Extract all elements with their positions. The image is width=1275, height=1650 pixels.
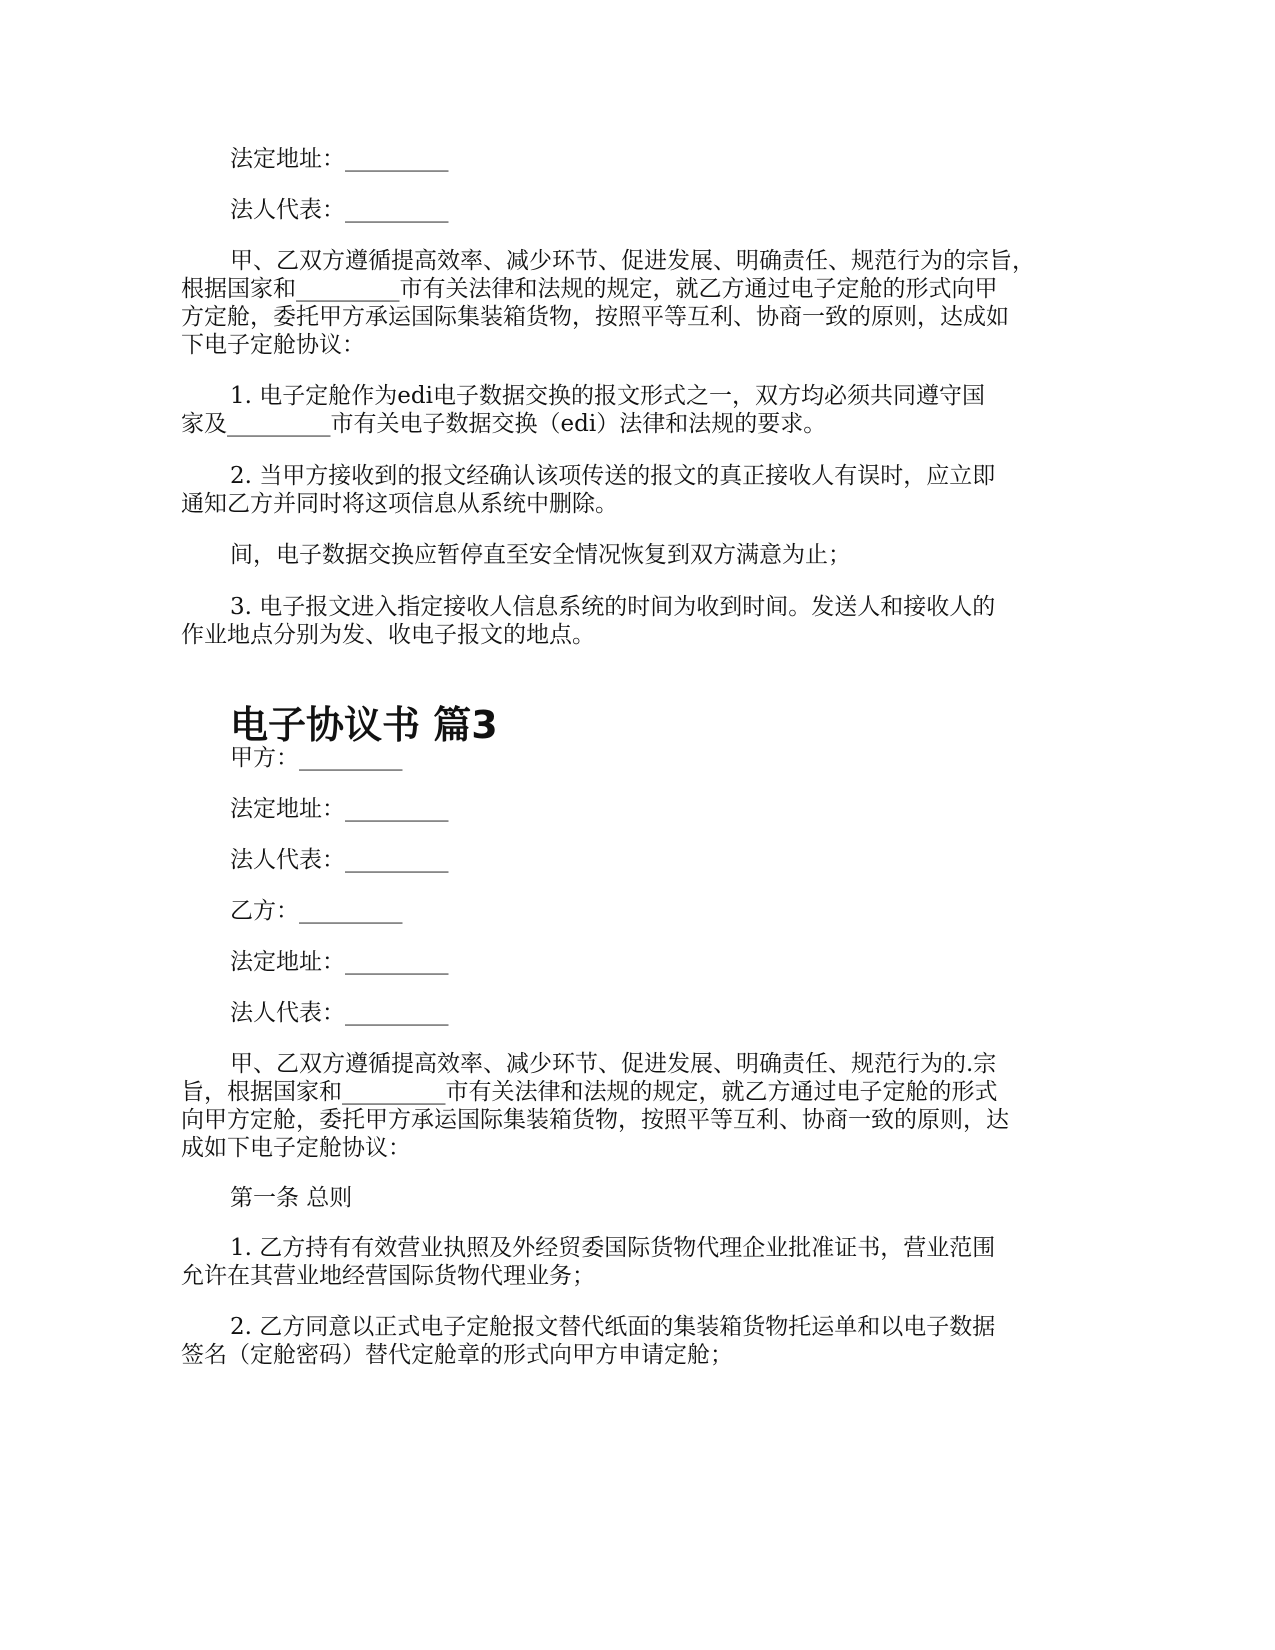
section-intro-line: 成如下电子定舱协议： <box>181 1135 411 1161</box>
party-b-representative-line: 法人代表：_________ <box>230 1000 449 1026</box>
intro-paragraph-line: 方定舱，委托甲方承运国际集装箱货物，按照平等互利、协商一致的原则，达成如 <box>181 304 1009 330</box>
section-intro-line: 向甲方定舱，委托甲方承运国际集装箱货物，按照平等互利、协商一致的原则，达 <box>181 1107 1009 1133</box>
clause-3-line: 3. 电子报文进入指定接收人信息系统的时间为收到时间。发送人和接收人的 <box>230 594 996 620</box>
intro-paragraph-line: 甲、乙双方遵循提高效率、减少环节、促进发展、明确责任、规范行为的宗旨， <box>230 248 1035 274</box>
party-b-address-line: 法定地址：_________ <box>230 949 449 975</box>
clause-2-line: 通知乙方并同时将这项信息从系统中删除。 <box>181 491 618 517</box>
article-1-clause-1-line: 1. 乙方持有有效营业执照及外经贸委国际货物代理企业批准证书，营业范围 <box>230 1235 996 1261</box>
article-1-clause-1-line: 允许在其营业地经营国际货物代理业务； <box>181 1263 595 1289</box>
party-a-representative-line: 法人代表：_________ <box>230 847 449 873</box>
section-intro-line: 旨，根据国家和_________市有关法律和法规的规定，就乙方通过电子定舱的形式 <box>181 1079 998 1105</box>
clause-3-line: 作业地点分别为发、收电子报文的地点。 <box>181 622 595 648</box>
article-1-clause-2-line: 签名（定舱密码）替代定舱章的形式向甲方申请定舱； <box>181 1342 733 1368</box>
section-intro-line: 甲、乙双方遵循提高效率、减少环节、促进发展、明确责任、规范行为的.宗 <box>230 1051 997 1077</box>
legal-address-line: 法定地址：_________ <box>230 146 449 172</box>
intro-paragraph-line: 根据国家和_________市有关法律和法规的规定，就乙方通过电子定舱的形式向甲 <box>181 276 998 302</box>
legal-representative-line: 法人代表：_________ <box>230 197 449 223</box>
party-a-address-line: 法定地址：_________ <box>230 796 449 822</box>
intro-paragraph-line: 下电子定舱协议： <box>181 332 365 358</box>
section-heading: 电子协议书 篇3 <box>230 703 498 747</box>
clause-2-line: 2. 当甲方接收到的报文经确认该项传送的报文的真正接收人有误时，应立即 <box>230 463 996 489</box>
party-b-line: 乙方：_________ <box>230 898 403 924</box>
clause-1-line: 家及_________市有关电子数据交换（edi）法律和法规的要求。 <box>181 411 827 437</box>
party-a-line: 甲方：_________ <box>230 745 403 771</box>
interim-clause-line: 间，电子数据交换应暂停直至安全情况恢复到双方满意为止； <box>230 542 851 568</box>
article-1-title: 第一条 总则 <box>230 1185 353 1211</box>
clause-1-line: 1. 电子定舱作为edi电子数据交换的报文形式之一，双方均必须共同遵守国 <box>230 383 985 409</box>
article-1-clause-2-line: 2. 乙方同意以正式电子定舱报文替代纸面的集装箱货物托运单和以电子数据 <box>230 1314 996 1340</box>
